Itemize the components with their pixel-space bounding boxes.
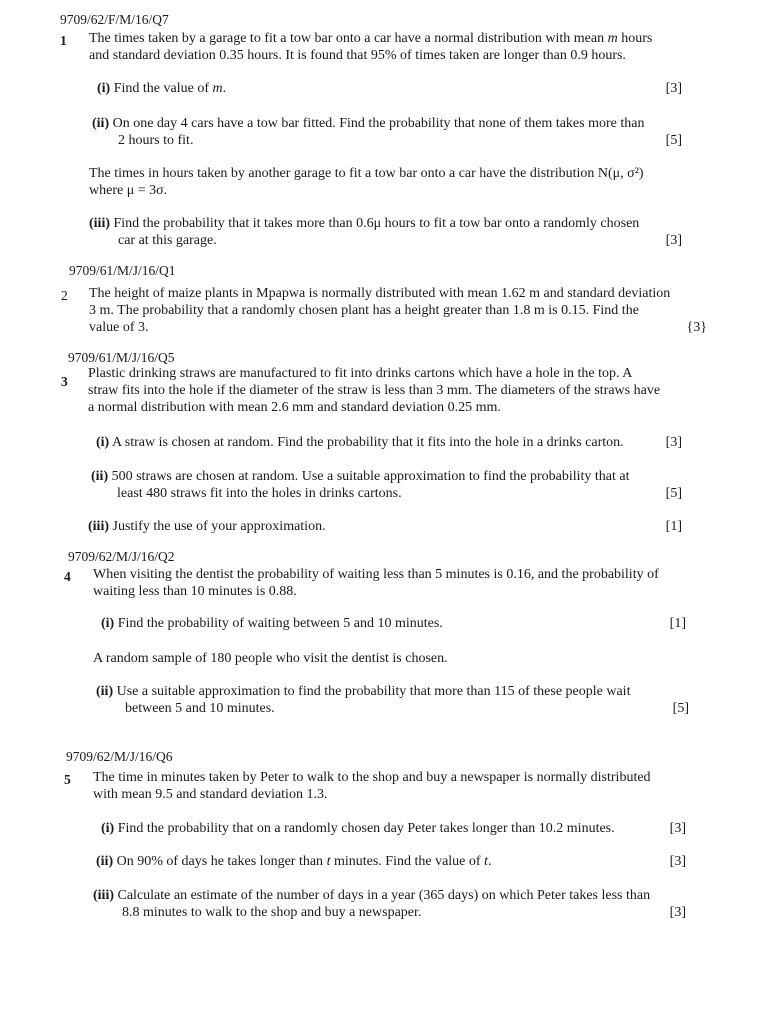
part-label: (ii) <box>96 684 114 699</box>
question-part <box>89 215 682 249</box>
question-text-line: with mean 9.5 and standard deviation 1.3. <box>93 787 328 802</box>
question-text-line: and standard deviation 0.35 hours. It is found that 95% of times taken are longer than 0.9 hours. <box>89 48 626 63</box>
part-text: On 90% of days he takes longer than <box>116 854 324 869</box>
question-text-line: A random sample of 180 people who visit the dentist is chosen. <box>93 651 448 666</box>
variable: m <box>212 81 223 96</box>
question-text-line: value of 3. <box>89 320 149 335</box>
question-number: 3 <box>61 374 68 389</box>
question-text <box>93 769 693 803</box>
mark-allocation: [1] <box>669 616 686 631</box>
question-code: 9709/62/M/J/16/Q6 <box>66 749 173 764</box>
part-text: between 5 and 10 minutes. <box>125 701 275 716</box>
part-text: least 480 straws fit into the holes in drinks cartons. <box>117 486 402 501</box>
question-text <box>88 365 688 416</box>
question-part <box>88 518 682 535</box>
question-number: 2 <box>61 288 68 303</box>
question-text-line: The times taken by a garage to fit a tow bar onto a car have a normal distribution with mean <box>89 31 605 46</box>
part-text: 8.8 minutes to walk to the shop and buy a newspaper. <box>122 905 422 920</box>
part-label: (iii) <box>93 888 114 903</box>
question-part: (i) Find the value of m. [3] <box>97 81 682 96</box>
question-part <box>96 434 682 451</box>
part-text: Find the value of <box>113 81 209 96</box>
question-code: 9709/61/M/J/16/Q5 <box>68 350 175 365</box>
part-text: A straw is chosen at random. Find the probability that it fits into the hole in a drinks carton. <box>111 435 624 450</box>
mark-allocation: {3} <box>686 320 707 335</box>
question-text-line: The times in hours taken by another garage to fit a tow bar onto a car have the distribution N(μ, σ²) <box>89 166 644 181</box>
question-text-line: Plastic drinking straws are manufactured to fit into drinks cartons which have a hole in the top. A <box>88 366 633 381</box>
question-text-line: hours <box>621 31 653 46</box>
part-text: Justify the use of your approximation. <box>112 519 326 534</box>
part-text: minutes. Find the value of <box>333 854 481 869</box>
part-text: On one day 4 cars have a tow bar fitted. Find the probability that none of them takes more than <box>112 116 645 131</box>
part-label: (iii) <box>89 216 110 231</box>
part-label: (i) <box>96 435 110 450</box>
question-text-line: where μ = 3σ. <box>89 183 168 198</box>
mark-allocation: [3] <box>665 233 682 248</box>
mark-allocation: [5] <box>665 133 682 148</box>
question-text <box>93 566 693 600</box>
question-code: 9709/62/M/J/16/Q2 <box>68 549 175 564</box>
question-text-line: 3 m. The probability that a randomly chosen plant has a height greater than 1.8 m is 0.15. Find the <box>89 303 639 318</box>
question-text-line: The height of maize plants in Mpapwa is normally distributed with mean 1.62 m and standard deviation <box>89 286 671 301</box>
question-text <box>89 285 707 336</box>
question-text-line: The time in minutes taken by Peter to walk to the shop and buy a newspaper is normally distributed <box>93 770 651 785</box>
question-part <box>96 683 689 717</box>
part-label: (ii) <box>91 469 109 484</box>
question-text <box>89 165 689 199</box>
mark-allocation: [3] <box>669 821 686 836</box>
part-text: Calculate an estimate of the number of days in a year (365 days) on which Peter takes less than <box>117 888 651 903</box>
variable: t <box>326 854 331 869</box>
question-part <box>93 887 686 921</box>
part-text: . <box>487 854 492 869</box>
mark-allocation: [5] <box>672 701 689 716</box>
part-text: Find the probability of waiting between 5 and 10 minutes. <box>117 616 443 631</box>
part-text: 2 hours to fit. <box>118 133 194 148</box>
part-label: (i) <box>97 81 111 96</box>
part-text: Use a suitable approximation to find the probability that more than 115 of these people wait <box>116 684 631 699</box>
question-part <box>91 468 682 502</box>
question-number: 1 <box>60 33 67 48</box>
question-text-line: straw fits into the hole if the diameter of the straw is less than 3 mm. The diameters of the straws have <box>88 383 661 398</box>
question-text-line: waiting less than 10 minutes is 0.88. <box>93 584 297 599</box>
mark-allocation: [1] <box>665 519 682 534</box>
mark-allocation: [5] <box>665 486 682 501</box>
question-code: 9709/61/M/J/16/Q1 <box>69 263 176 278</box>
question-text <box>89 30 689 64</box>
mark-allocation: [3] <box>665 81 682 96</box>
question-code: 9709/62/F/M/16/Q7 <box>60 12 169 27</box>
variable: t <box>484 854 488 869</box>
part-text: Find the probability that it takes more than 0.6μ hours to fit a tow bar onto a randomly chosen <box>113 216 640 231</box>
question-text-line: a normal distribution with mean 2.6 mm and standard deviation 0.25 mm. <box>88 400 501 415</box>
mark-allocation: [3] <box>669 905 686 920</box>
question-text-line: When visiting the dentist the probability of waiting less than 5 minutes is 0.16, and the probability of <box>93 567 659 582</box>
question-part <box>92 115 682 149</box>
question-part <box>101 615 686 632</box>
part-text: 500 straws are chosen at random. Use a suitable approximation to find the probability that at <box>111 469 630 484</box>
part-text: Find the probability that on a randomly chosen day Peter takes longer than 10.2 minutes. <box>117 821 615 836</box>
mark-allocation: [3] <box>665 435 682 450</box>
part-label: (i) <box>101 616 115 631</box>
part-label: (ii) <box>96 854 114 869</box>
variable: m <box>607 31 618 46</box>
part-label: (iii) <box>88 519 109 534</box>
question-part <box>96 853 686 870</box>
part-label: (ii) <box>92 116 110 131</box>
part-label: (i) <box>101 821 115 836</box>
part-text: car at this garage. <box>118 233 217 248</box>
mark-allocation: [3] <box>669 854 686 869</box>
question-number: 5 <box>64 772 71 787</box>
question-part <box>101 820 686 837</box>
question-number: 4 <box>64 569 71 584</box>
